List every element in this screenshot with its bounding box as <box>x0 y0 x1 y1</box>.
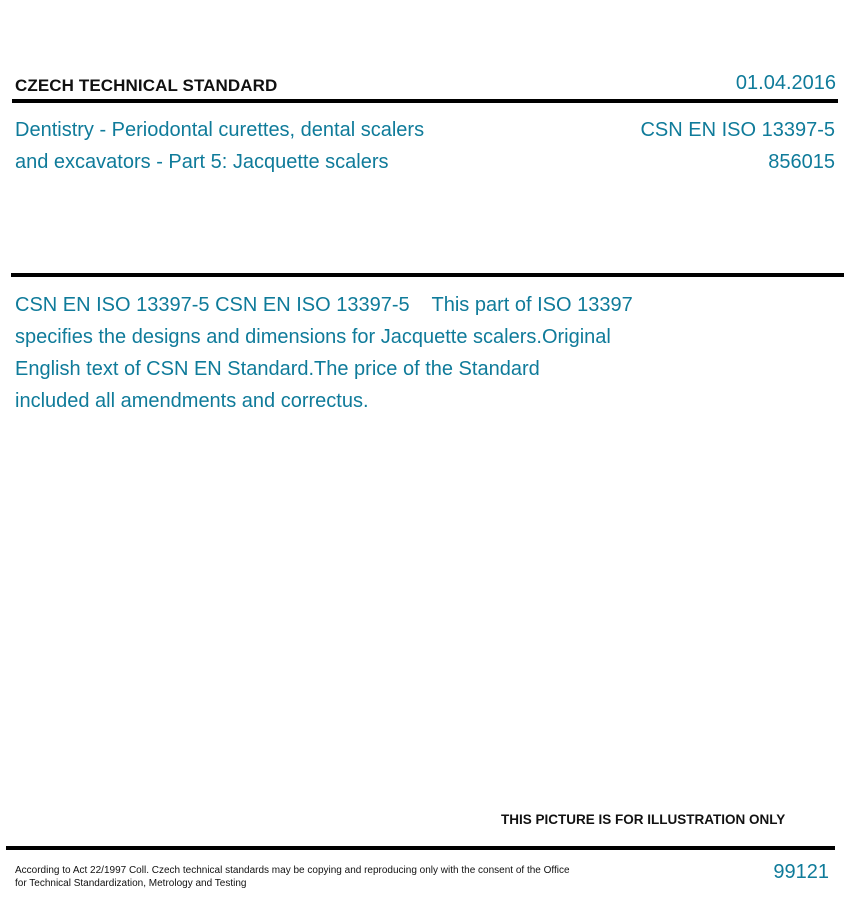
description-line: specifies the designs and dimensions for Jacquette scalers.Original <box>15 326 611 348</box>
legal-line: According to Act 22/1997 Coll. Czech technical standards may be copying and reproducing only with the consent of the Office <box>15 865 570 876</box>
legal-line: for Technical Standardization, Metrology and Testing <box>15 878 247 889</box>
standard-title <box>15 114 424 178</box>
description-line: English text of CSN EN Standard.The price of the Standard <box>15 358 540 380</box>
bottom-divider <box>6 846 835 850</box>
standard-number: CSN EN ISO 13397-5 <box>640 119 835 141</box>
title-line: and excavators - Part 5: Jacquette scalers <box>15 151 389 173</box>
publication-date: 01.04.2016 <box>735 72 836 94</box>
middle-divider <box>11 273 844 277</box>
title-line: Dentistry - Periodontal curettes, dental scalers <box>15 119 425 141</box>
illustration-disclaimer: THIS PICTURE IS FOR ILLUSTRATION ONLY <box>501 812 786 827</box>
description-line: CSN EN ISO 13397-5 CSN EN ISO 13397-5 This part of ISO 13397 <box>15 294 633 316</box>
standard-description <box>15 289 695 417</box>
standard-identifiers <box>640 114 835 178</box>
top-divider <box>12 99 838 103</box>
description-line: included all amendments and correctus. <box>15 390 369 412</box>
classification-number: 856015 <box>768 151 835 173</box>
legal-notice <box>15 864 570 890</box>
document-heading: CZECH TECHNICAL STANDARD <box>15 76 278 95</box>
price-code: 99121 <box>773 861 829 883</box>
